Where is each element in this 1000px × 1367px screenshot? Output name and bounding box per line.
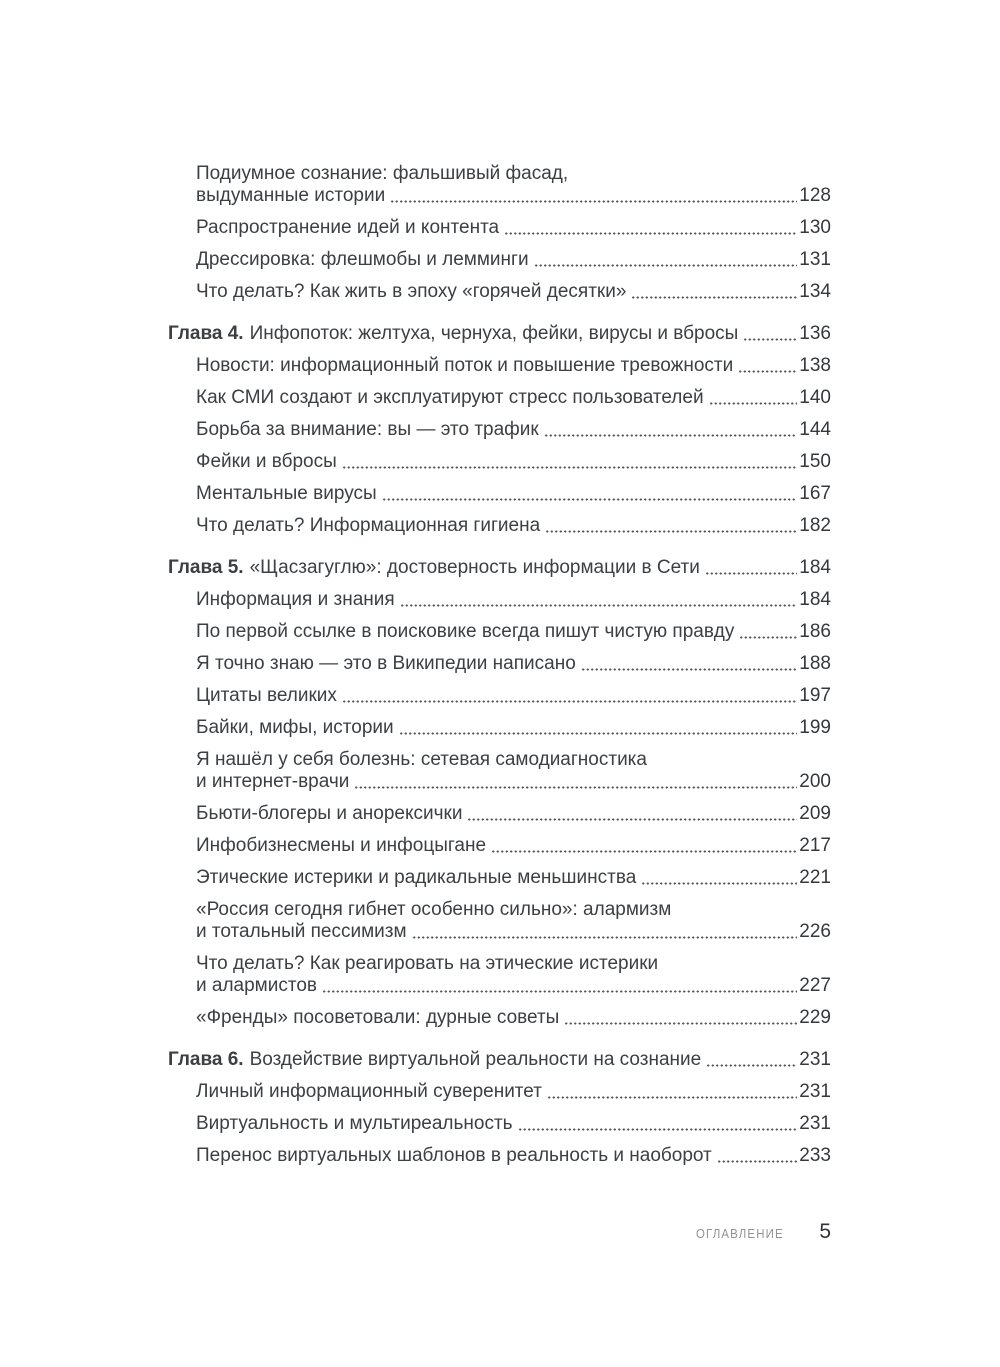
chapter-title: Инфопоток: желтуха, чернуха, фейки, вирусы и вбросы (249, 323, 739, 344)
entry-title: Что делать? Информационная гигиена (196, 515, 541, 536)
chapter-heading-text (168, 323, 738, 345)
entry-page-number: 167 (799, 483, 831, 504)
dot-leader (412, 936, 798, 939)
dot-leader (706, 1064, 797, 1067)
entry-page-number: 217 (799, 835, 831, 856)
entry-title: и алармистов (196, 975, 318, 996)
dot-leader (382, 498, 798, 501)
entry-page-number: 128 (799, 185, 831, 206)
entry-title: Перенос виртуальных шаблонов в реальность и наоборот (196, 1145, 712, 1166)
entry-page-number: 134 (799, 281, 831, 302)
entry-page-number: 226 (799, 921, 831, 942)
toc-section (168, 163, 831, 303)
entry-page-number: 221 (799, 867, 831, 888)
dot-leader (705, 572, 797, 575)
toc-entry (168, 355, 831, 377)
dot-leader (631, 296, 797, 299)
entry-page-number: 184 (799, 589, 831, 610)
dot-leader (354, 786, 797, 789)
entry-last-line (196, 685, 831, 707)
entry-last-line (196, 867, 831, 889)
entry-title: Дрессировка: флешмобы и лемминги (196, 249, 529, 270)
entry-page-number: 182 (799, 515, 831, 536)
entry-title-line: Я нашёл у себя болезнь: сетевая самодиагностика (196, 749, 647, 770)
entry-last-line (196, 621, 831, 643)
dot-leader (738, 370, 797, 373)
entry-title: Виртуальность и мультиреальность (196, 1113, 513, 1134)
chapter-label: Глава 5. (168, 557, 244, 578)
entry-page-number: 140 (799, 387, 831, 408)
entry-page-number: 229 (799, 1007, 831, 1028)
dot-leader (467, 818, 797, 821)
toc-entry (168, 749, 831, 793)
entry-last-line (196, 249, 831, 271)
chapter-label: Глава 4. (168, 323, 244, 344)
chapter-heading-text (168, 557, 700, 579)
toc-entry (168, 717, 831, 739)
entry-last-line (196, 281, 831, 303)
chapter-page-number: 184 (799, 557, 831, 578)
entry-title: Этические истерики и радикальные меньшинства (196, 867, 637, 888)
entry-last-line (196, 483, 831, 505)
entry-title: Что делать? Как жить в эпоху «горячей десятки» (196, 281, 627, 302)
toc-section (168, 323, 831, 537)
dot-leader (400, 604, 798, 607)
entry-last-line (196, 835, 831, 857)
dot-leader (390, 200, 797, 203)
toc-entry (168, 451, 831, 473)
entry-title: «Френды» посоветовали: дурные советы (196, 1007, 560, 1028)
dot-leader (534, 264, 798, 267)
toc-entry (168, 1007, 831, 1029)
toc-entry (168, 867, 831, 889)
dot-leader (547, 1096, 797, 1099)
entry-title: Распространение идей и контента (196, 217, 500, 238)
entry-title: Борьба за внимание: вы — это трафик (196, 419, 539, 440)
toc-section (168, 1049, 831, 1167)
entry-title: Личный информационный суверенитет (196, 1081, 542, 1102)
entry-page-number: 186 (799, 621, 831, 642)
running-title: ОГЛАВЛЕНИЕ (695, 1226, 784, 1241)
dot-leader (641, 882, 797, 885)
entry-last-line (196, 515, 831, 537)
entry-page-number: 231 (799, 1113, 831, 1134)
chapter-title: Воздействие виртуальной реальности на сознание (249, 1049, 702, 1070)
entry-page-number: 200 (799, 771, 831, 792)
entry-title: Цитаты великих (196, 685, 337, 706)
toc-entry (168, 483, 831, 505)
entry-title-line: Что делать? Как реагировать на этические истерики (196, 953, 659, 974)
entry-last-line (196, 653, 831, 675)
toc-entry (168, 953, 831, 997)
table-of-contents (168, 163, 831, 1177)
entry-page-number: 131 (799, 249, 831, 270)
dot-leader (342, 700, 797, 703)
toc-entry (168, 217, 831, 239)
toc-entry (168, 803, 831, 825)
chapter-heading-text (168, 1049, 701, 1071)
toc-section (168, 557, 831, 1029)
dot-leader (342, 466, 798, 469)
entry-last-line (196, 921, 831, 943)
entry-last-line (196, 1113, 831, 1135)
entry-page-number: 199 (799, 717, 831, 738)
chapter-title: «Щасзагуглю»: достоверность информации в Сети (249, 557, 700, 578)
entry-last-line (196, 717, 831, 739)
chapter-heading (168, 1049, 831, 1071)
dot-leader (545, 530, 797, 533)
entry-last-line (196, 451, 831, 473)
toc-entry (168, 387, 831, 409)
entry-title: Ментальные вирусы (196, 483, 377, 504)
entry-title: Байки, мифы, истории (196, 717, 394, 738)
entry-page-number: 209 (799, 803, 831, 824)
dot-leader (709, 402, 798, 405)
entry-title: и тотальный пессимизм (196, 921, 407, 942)
toc-entry (168, 1145, 831, 1167)
chapter-page-number: 136 (799, 323, 831, 344)
entry-title: Новости: информационный поток и повышение тревожности (196, 355, 734, 376)
toc-entry (168, 281, 831, 303)
dot-leader (717, 1160, 798, 1163)
entry-title-line: Подиумное сознание: фальшивый фасад, (196, 163, 569, 184)
dot-leader (739, 636, 797, 639)
dot-leader (518, 1128, 798, 1131)
entry-last-line (196, 803, 831, 825)
entry-last-line (196, 355, 831, 377)
dot-leader (491, 850, 797, 853)
entry-last-line (196, 419, 831, 441)
entry-page-number: 144 (799, 419, 831, 440)
entry-last-line (196, 1007, 831, 1029)
chapter-label: Глава 6. (168, 1049, 244, 1070)
entry-title: Бьюти-блогеры и анорексички (196, 803, 463, 824)
entry-last-line (196, 1145, 831, 1167)
entry-page-number: 188 (799, 653, 831, 674)
toc-entry (168, 163, 831, 207)
entry-last-line (196, 387, 831, 409)
toc-entry (168, 835, 831, 857)
toc-entry (168, 515, 831, 537)
entry-title: Я точно знаю — это в Википедии написано (196, 653, 576, 674)
entry-page-number: 197 (799, 685, 831, 706)
entry-page-number: 227 (799, 975, 831, 996)
dot-leader (581, 668, 798, 671)
entry-title: Фейки и вбросы (196, 451, 337, 472)
chapter-page-number: 231 (799, 1049, 831, 1070)
entry-title: Информация и знания (196, 589, 395, 610)
entry-page-number: 150 (799, 451, 831, 472)
entry-last-line (196, 217, 831, 239)
entry-page-number: 233 (799, 1145, 831, 1166)
chapter-heading (168, 557, 831, 579)
dot-leader (544, 434, 798, 437)
entry-title-line: «Россия сегодня гибнет особенно сильно»: алармизм (196, 899, 672, 920)
entry-last-line (196, 975, 831, 997)
toc-entry (168, 1081, 831, 1103)
dot-leader (564, 1022, 797, 1025)
toc-entry (168, 249, 831, 271)
entry-title: Инфобизнесмены и инфоцыгане (196, 835, 487, 856)
dot-leader (743, 338, 797, 341)
entry-title: По первой ссылке в поисковике всегда пишут чистую правду (196, 621, 735, 642)
toc-entry (168, 1113, 831, 1135)
toc-entry (168, 589, 831, 611)
entry-page-number: 231 (799, 1081, 831, 1102)
chapter-heading (168, 323, 831, 345)
entry-last-line (196, 185, 831, 207)
entry-page-number: 130 (799, 217, 831, 238)
entry-last-line (196, 1081, 831, 1103)
toc-entry (168, 653, 831, 675)
toc-entry (168, 685, 831, 707)
dot-leader (322, 990, 797, 993)
toc-entry (168, 899, 831, 943)
entry-title: Как СМИ создают и эксплуатируют стресс пользователей (196, 387, 704, 408)
entry-page-number: 138 (799, 355, 831, 376)
entry-title: и интернет-врачи (196, 771, 350, 792)
entry-last-line (196, 771, 831, 793)
page-footer (168, 1220, 831, 1244)
toc-entry (168, 621, 831, 643)
footer-page-number: 5 (819, 1220, 831, 1243)
entry-last-line (196, 589, 831, 611)
toc-entry (168, 419, 831, 441)
entry-title: выдуманные истории (196, 185, 386, 206)
dot-leader (504, 232, 797, 235)
dot-leader (399, 732, 798, 735)
